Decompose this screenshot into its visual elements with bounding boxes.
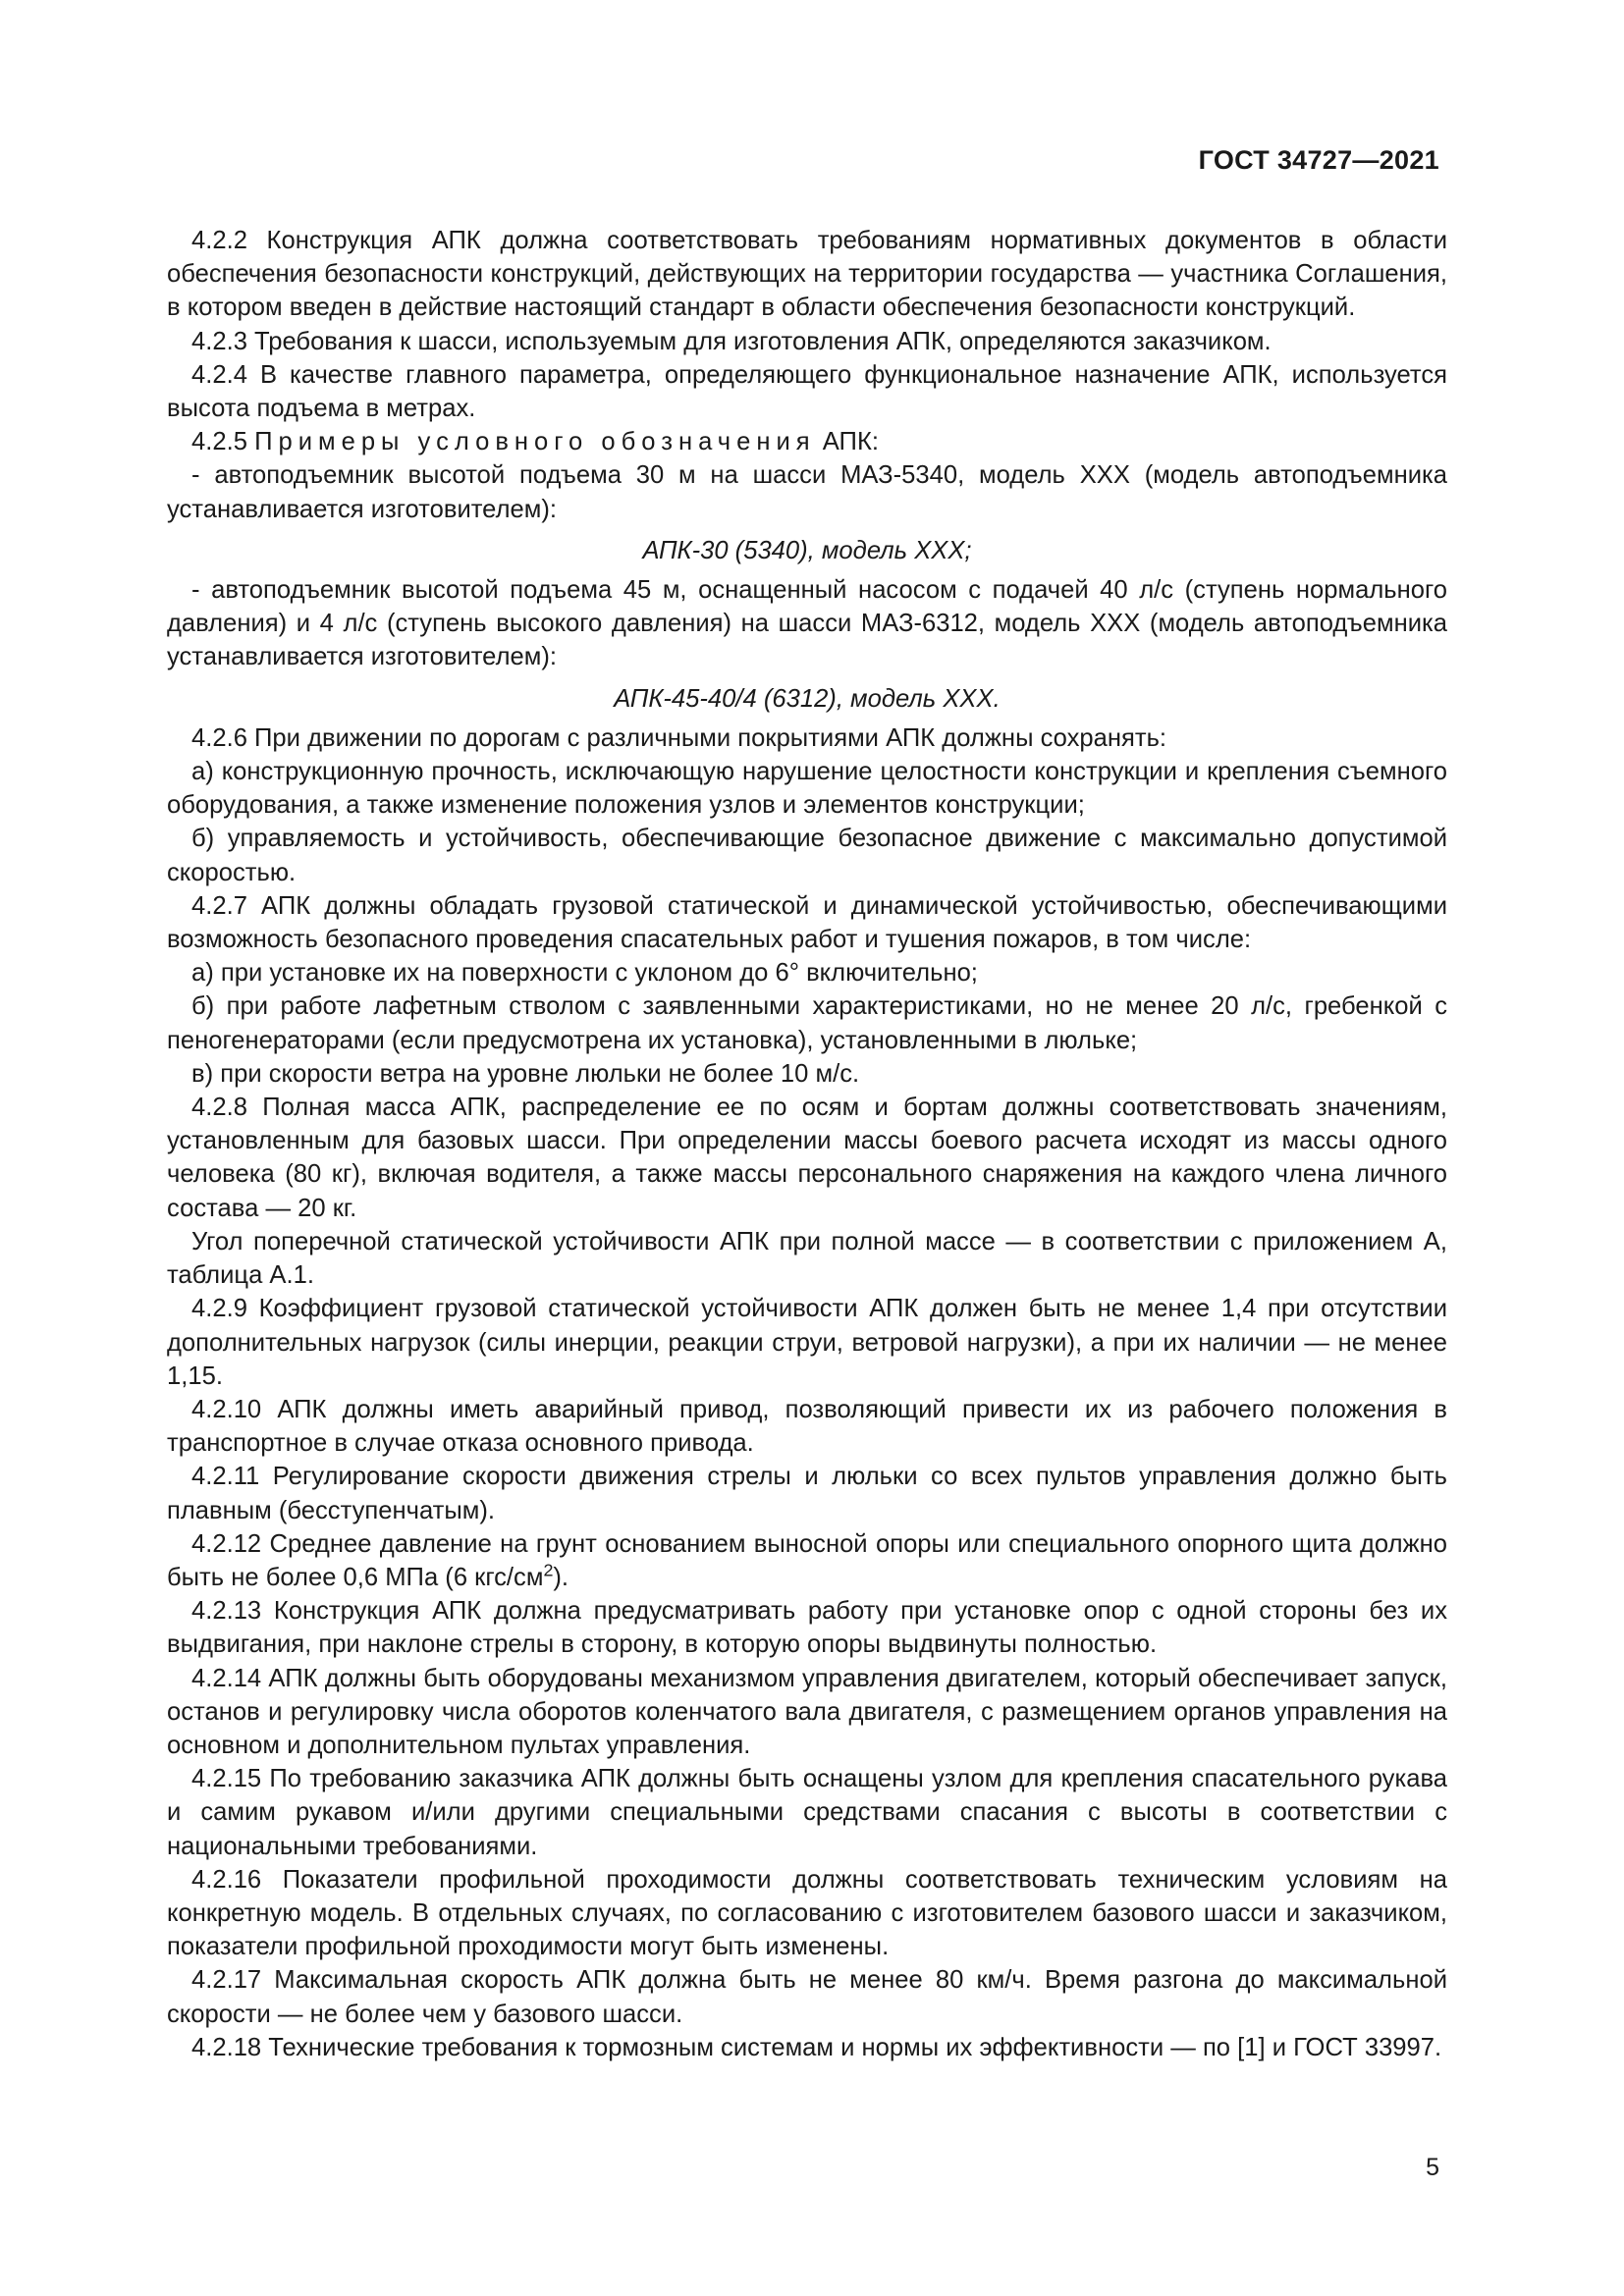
example-designation-2: АПК-45-40/4 (6312), модель XXX.: [614, 684, 1001, 713]
paragraph-4-2-14: 4.2.14 АПК должны быть оборудованы механизмом управления двигателем, который обеспечивает запуск, останов и регулировку числа оборотов коленчатого вала двигателя, с размещением органов управления на основном и дополнительном пультах управления.: [167, 1664, 1447, 1759]
page-number: 5: [1426, 2154, 1439, 2181]
paragraph-4-2-5-number: 4.2.5: [191, 428, 247, 456]
paragraph-4-2-6-b: б) управляемость и устойчивость, обеспечивающие безопасное движение с максимально допустимой скоростью.: [167, 825, 1447, 886]
paragraph-4-2-8: 4.2.8 Полная масса АПК, распределение ее по осям и бортам должны соответствовать значениям, установленным для базовых шасси. При определении массы боевого расчета исходят из массы одного человека (80 кг), включая водителя, а также массы персонального снаряжения на каждого члена личного состава — 20 кг.: [167, 1094, 1447, 1222]
paragraph-4-2-7: 4.2.7 АПК должны обладать грузовой статической и динамической устойчивостью, обеспечивающими возможность безопасного проведения спасательных работ и тушения пожаров, в том числе:: [167, 891, 1447, 954]
paragraph-4-2-12-end: ).: [553, 1563, 569, 1591]
paragraph-4-2-7-b: б) при работе лафетным стволом с заявленными характеристиками, но не менее 20 л/с, гребенкой с пеногенераторами (если предусмотрена их установка), установленными в люльке;: [167, 992, 1447, 1054]
paragraph-4-2-8-stability-angle: Угол поперечной статической устойчивости АПК при полной массе — в соответствии с приложением А, таблица А.1.: [167, 1227, 1447, 1290]
paragraph-4-2-15: 4.2.15 По требованию заказчика АПК должны быть оснащены узлом для крепления спасательного рукава и самим рукавом и/или другими специальными средствами спасания с высоты в соответствии с национальными требованиями.: [167, 1765, 1447, 1860]
example-designation-1: АПК-30 (5340), модель XXX;: [642, 536, 972, 564]
paragraph-4-2-12-superscript: 2: [543, 1560, 554, 1580]
paragraph-4-2-12: [167, 1527, 1447, 1594]
example-item-1: - автоподъемник высотой подъема 30 м на шасси МАЗ-5340, модель XXX (модель автоподъемника устанавливается изготовителем):: [167, 461, 1447, 523]
paragraph-4-2-2: 4.2.2 Конструкция АПК должна соответствовать требованиям нормативных документов в области обеспечения безопасности конструкций, действующих на территории государства — участника Соглашения, в котором введен в действие настоящий стандарт в области обеспечения безопасности конструкций.: [167, 227, 1447, 322]
document-body: [167, 224, 1447, 2064]
paragraph-4-2-10: 4.2.10 АПК должны иметь аварийный привод, позволяющий привести их из рабочего положения в транспортное в случае отказа основного привода.: [167, 1395, 1447, 1458]
paragraph-4-2-7-a: а) при установке их на поверхности с уклоном до 6° включительно;: [191, 959, 978, 988]
paragraph-4-2-16: 4.2.16 Показатели профильной проходимости должны соответствовать техническим условиям на конкретную модель. В отдельных случаях, по согласованию с изготовителем базового шасси и заказчиком, показатели профильной проходимости могут быть изменены.: [167, 1865, 1447, 1961]
paragraph-4-2-7-c: в) при скорости ветра на уровне люльки не более 10 м/с.: [191, 1059, 860, 1088]
example-item-2: - автоподъемник высотой подъема 45 м, оснащенный насосом с подачей 40 л/с (ступень нормального давления) и 4 л/с (ступень высокого давления) на шасси МАЗ-6312, модель XXX (модель автоподъемника устанавливается изготовителем):: [167, 576, 1447, 671]
paragraph-4-2-11: 4.2.11 Регулирование скорости движения стрелы и люльки со всех пультов управления должно быть плавным (бесступенчатым).: [167, 1463, 1447, 1524]
paragraph-4-2-5-heading: Примеры условного обозначения: [254, 428, 816, 456]
paragraph-4-2-3: 4.2.3 Требования к шасси, используемым для изготовления АПК, определяются заказчиком.: [191, 327, 1272, 355]
paragraph-4-2-13: 4.2.13 Конструкция АПК должна предусматривать работу при установке опор с одной стороны без их выдвигания, при наклоне стрелы в сторону, в которую опоры выдвинуты полностью.: [167, 1597, 1447, 1659]
document-header-standard-id: ГОСТ 34727—2021: [1198, 145, 1439, 175]
paragraph-4-2-6-a: а) конструкционную прочность, исключающую нарушение целостности конструкции и крепления съемного оборудования, а также изменение положения узлов и элементов конструкции;: [167, 758, 1447, 820]
paragraph-4-2-18: 4.2.18 Технические требования к тормозным системам и нормы их эффективности — по [1] и ГОСТ 33997.: [191, 2033, 1442, 2061]
paragraph-4-2-9: 4.2.9 Коэффициент грузовой статической устойчивости АПК должен быть не менее 1,4 при отсутствии дополнительных нагрузок (силы инерции, реакции струи, ветровой нагрузки), а при их наличии — не менее 1,15.: [167, 1295, 1447, 1390]
paragraph-4-2-6: 4.2.6 При движении по дорогам с различными покрытиями АПК должны сохранять:: [191, 723, 1167, 752]
paragraph-4-2-5-tail: АПК:: [822, 428, 879, 456]
paragraph-4-2-4: 4.2.4 В качестве главного параметра, определяющего функциональное назначение АПК, используется высота подъема в метрах.: [167, 360, 1447, 423]
paragraph-4-2-17: 4.2.17 Максимальная скорость АПК должна быть не менее 80 км/ч. Время разгона до максимальной скорости — не более чем у базового шасси.: [167, 1966, 1447, 2028]
paragraph-4-2-5: [167, 425, 1447, 458]
paragraph-4-2-12-text: 4.2.12 Среднее давление на грунт основанием выносной опоры или специального опорного щита должно быть не более 0,6 МПа (6 кгс/см: [167, 1529, 1447, 1591]
